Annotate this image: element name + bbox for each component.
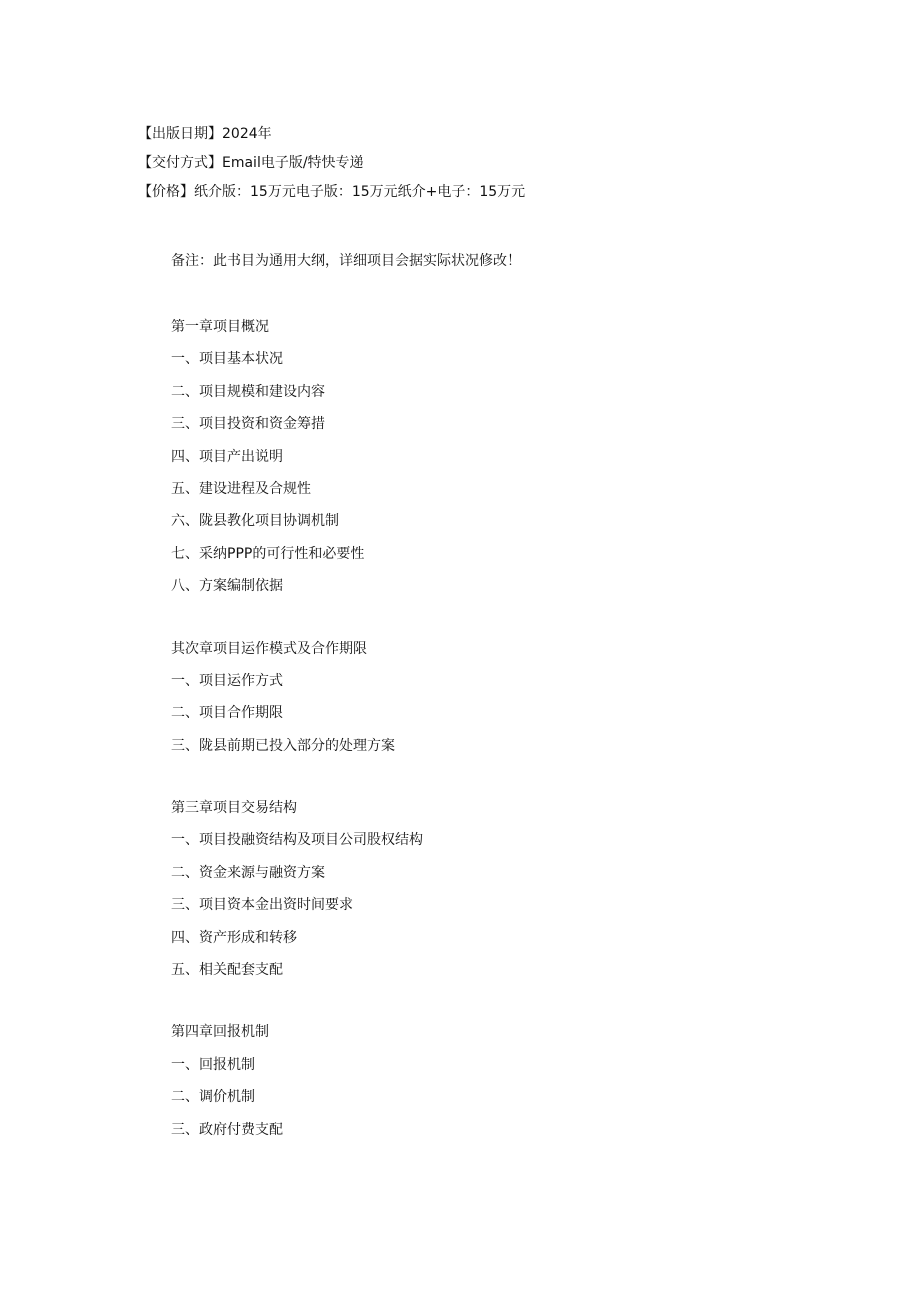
- section-item: 二、调价机制: [171, 1089, 255, 1106]
- chapter-title: 其次章项目运作模式及合作期限: [171, 640, 367, 657]
- section-item: 二、项目合作期限: [171, 705, 283, 722]
- chapter-3: [171, 792, 423, 986]
- price-info: 【价格】纸介版：15万元电子版：15万元纸介+电子：15万元: [138, 184, 526, 200]
- section-item: 四、资产形成和转移: [171, 929, 297, 946]
- table-of-contents: [171, 311, 423, 1176]
- publication-date: 【出版日期】2024年: [138, 126, 272, 142]
- section-item: 二、项目规模和建设内容: [171, 383, 325, 400]
- section-item: 六、陇县教化项目协调机制: [171, 513, 339, 530]
- chapter-1: [171, 311, 423, 603]
- section-item: 三、项目投资和资金筹措: [171, 416, 325, 433]
- remark-note: 备注：此书目为通用大纲，详细项目会据实际状况修改！: [171, 253, 521, 269]
- section-item: 五、建设进程及合规性: [171, 480, 311, 497]
- section-item: 三、陇县前期已投入部分的处理方案: [171, 737, 395, 754]
- section-item: 三、政府付费支配: [171, 1121, 283, 1138]
- section-item: 七、采纳PPP的可行性和必要性: [171, 545, 365, 562]
- chapter-title: 第一章项目概况: [171, 319, 269, 335]
- section-item: 五、相关配套支配: [171, 962, 283, 979]
- section-item: 二、资金来源与融资方案: [171, 864, 325, 881]
- delivery-method: 【交付方式】Email电子版/特快专递: [138, 155, 364, 171]
- chapter-title: 第三章项目交易结构: [171, 800, 297, 817]
- section-item: 一、项目基本状况: [171, 351, 283, 368]
- section-item: 一、项目投融资结构及项目公司股权结构: [171, 832, 423, 849]
- section-item: 一、项目运作方式: [171, 672, 283, 689]
- section-item: 八、方案编制依据: [171, 578, 283, 595]
- section-item: 四、项目产出说明: [171, 448, 283, 465]
- chapter-title: 第四章回报机制: [171, 1024, 269, 1041]
- publication-info: [138, 120, 525, 207]
- chapter-4: [171, 1016, 423, 1146]
- section-item: 三、项目资本金出资时间要求: [171, 897, 353, 914]
- chapter-2: [171, 633, 423, 763]
- section-item: 一、回报机制: [171, 1056, 255, 1073]
